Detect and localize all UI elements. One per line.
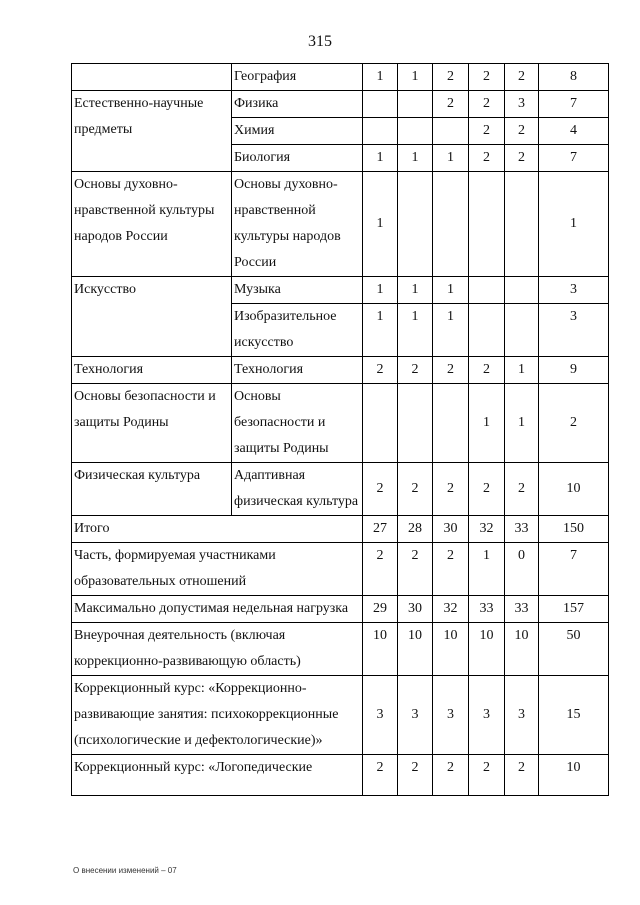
total-cell: 4 — [539, 118, 609, 145]
hours-cell — [398, 384, 433, 463]
hours-cell — [433, 118, 469, 145]
total-cell: 7 — [539, 543, 609, 596]
table-row — [72, 596, 609, 623]
hours-cell: 2 — [363, 543, 398, 596]
hours-cell: 1 — [363, 145, 398, 172]
table-row — [72, 357, 609, 384]
hours-cell: 10 — [433, 623, 469, 676]
hours-cell: 1 — [433, 304, 469, 357]
hours-cell: 3 — [505, 676, 539, 755]
hours-cell: 3 — [505, 91, 539, 118]
hours-cell: 3 — [433, 676, 469, 755]
table-row — [72, 516, 609, 543]
hours-cell: 1 — [469, 384, 505, 463]
subject-cell: Основы безопасности и защиты Родины — [232, 384, 363, 463]
hours-cell: 10 — [505, 623, 539, 676]
subject-area-cell: Естественно-научные предметы — [72, 91, 232, 172]
hours-cell: 1 — [505, 384, 539, 463]
hours-cell — [398, 172, 433, 277]
total-cell: 9 — [539, 357, 609, 384]
hours-cell — [433, 172, 469, 277]
hours-cell: 32 — [433, 596, 469, 623]
total-cell: 8 — [539, 64, 609, 91]
table-row — [72, 463, 609, 516]
hours-cell: 33 — [505, 516, 539, 543]
hours-cell: 33 — [469, 596, 505, 623]
table-row — [72, 384, 609, 463]
subject-cell: Адаптивная физическая культура — [232, 463, 363, 516]
row-label-cell: Максимально допустимая недельная нагрузка — [72, 596, 363, 623]
hours-cell: 10 — [469, 623, 505, 676]
hours-cell: 2 — [469, 64, 505, 91]
hours-cell: 2 — [505, 118, 539, 145]
hours-cell: 2 — [433, 91, 469, 118]
hours-cell: 1 — [469, 543, 505, 596]
total-cell: 3 — [539, 277, 609, 304]
table-row — [72, 172, 609, 277]
hours-cell — [505, 172, 539, 277]
hours-cell: 2 — [363, 755, 398, 796]
hours-cell: 2 — [398, 357, 433, 384]
hours-cell: 2 — [469, 755, 505, 796]
hours-cell: 1 — [433, 277, 469, 304]
hours-cell — [469, 304, 505, 357]
subject-cell: Основы духовно-нравственной культуры народов России — [232, 172, 363, 277]
hours-cell: 1 — [398, 277, 433, 304]
hours-cell: 2 — [363, 357, 398, 384]
hours-cell: 33 — [505, 596, 539, 623]
table-row — [72, 676, 609, 755]
total-cell: 1 — [539, 172, 609, 277]
subject-cell: Физика — [232, 91, 363, 118]
hours-cell — [363, 91, 398, 118]
hours-cell: 32 — [469, 516, 505, 543]
total-cell: 150 — [539, 516, 609, 543]
hours-cell: 2 — [469, 357, 505, 384]
total-cell: 50 — [539, 623, 609, 676]
hours-cell: 1 — [363, 172, 398, 277]
row-label-cell: Коррекционный курс: «Коррекционно-развивающие занятия: психокоррекционные (психологические и дефектологические)» — [72, 676, 363, 755]
subject-area-cell — [72, 64, 232, 91]
subject-area-cell: Технология — [72, 357, 232, 384]
table-row — [72, 755, 609, 796]
hours-cell — [505, 304, 539, 357]
hours-cell: 2 — [505, 145, 539, 172]
hours-cell: 2 — [469, 145, 505, 172]
table-row — [72, 91, 609, 118]
hours-cell — [433, 384, 469, 463]
hours-cell — [505, 277, 539, 304]
hours-cell — [398, 118, 433, 145]
hours-cell: 2 — [433, 357, 469, 384]
table-row — [72, 623, 609, 676]
hours-cell: 2 — [505, 755, 539, 796]
hours-cell: 1 — [398, 64, 433, 91]
total-cell: 157 — [539, 596, 609, 623]
hours-cell: 2 — [433, 463, 469, 516]
hours-cell: 1 — [363, 304, 398, 357]
row-label-cell: Итого — [72, 516, 363, 543]
subject-cell: Технология — [232, 357, 363, 384]
hours-cell: 2 — [398, 463, 433, 516]
subject-cell: Музыка — [232, 277, 363, 304]
hours-cell: 30 — [398, 596, 433, 623]
hours-cell: 1 — [433, 145, 469, 172]
subject-cell: Химия — [232, 118, 363, 145]
table-row — [72, 543, 609, 596]
subject-cell: Изобразительное искусство — [232, 304, 363, 357]
hours-cell: 1 — [363, 277, 398, 304]
hours-cell: 2 — [398, 543, 433, 596]
hours-cell: 28 — [398, 516, 433, 543]
subject-area-cell: Физическая культура — [72, 463, 232, 516]
subject-area-cell: Основы безопасности и защиты Родины — [72, 384, 232, 463]
hours-cell — [469, 172, 505, 277]
hours-cell — [398, 91, 433, 118]
total-cell: 7 — [539, 91, 609, 118]
hours-cell: 2 — [469, 91, 505, 118]
hours-cell: 2 — [433, 755, 469, 796]
hours-cell: 3 — [363, 676, 398, 755]
total-cell: 10 — [539, 463, 609, 516]
subject-area-cell: Основы духовно-нравственной культуры народов России — [72, 172, 232, 277]
hours-cell: 1 — [398, 304, 433, 357]
hours-cell: 1 — [398, 145, 433, 172]
subject-cell: География — [232, 64, 363, 91]
total-cell: 2 — [539, 384, 609, 463]
hours-cell: 2 — [433, 543, 469, 596]
row-label-cell: Часть, формируемая участниками образовательных отношений — [72, 543, 363, 596]
hours-cell: 3 — [398, 676, 433, 755]
hours-cell — [363, 118, 398, 145]
row-label-cell: Внеурочная деятельность (включая коррекционно-развивающую область) — [72, 623, 363, 676]
hours-cell: 10 — [363, 623, 398, 676]
page-number: 315 — [308, 33, 332, 50]
hours-cell: 0 — [505, 543, 539, 596]
subject-cell: Биология — [232, 145, 363, 172]
table-row — [72, 64, 609, 91]
hours-cell: 27 — [363, 516, 398, 543]
hours-cell: 2 — [505, 463, 539, 516]
total-cell: 15 — [539, 676, 609, 755]
total-cell: 10 — [539, 755, 609, 796]
hours-cell — [469, 277, 505, 304]
hours-cell: 2 — [505, 64, 539, 91]
table-row — [72, 277, 609, 304]
total-cell: 7 — [539, 145, 609, 172]
hours-cell — [363, 384, 398, 463]
hours-cell: 2 — [469, 118, 505, 145]
hours-cell: 30 — [433, 516, 469, 543]
page-footer: О внесении изменений – 07 — [73, 866, 177, 875]
hours-cell: 2 — [433, 64, 469, 91]
curriculum-table — [71, 63, 609, 796]
row-label-cell: Коррекционный курс: «Логопедические — [72, 755, 363, 796]
hours-cell: 29 — [363, 596, 398, 623]
subject-area-cell: Искусство — [72, 277, 232, 357]
hours-cell: 1 — [505, 357, 539, 384]
hours-cell: 2 — [469, 463, 505, 516]
hours-cell: 10 — [398, 623, 433, 676]
hours-cell: 2 — [363, 463, 398, 516]
hours-cell: 1 — [363, 64, 398, 91]
total-cell: 3 — [539, 304, 609, 357]
hours-cell: 2 — [398, 755, 433, 796]
hours-cell: 3 — [469, 676, 505, 755]
